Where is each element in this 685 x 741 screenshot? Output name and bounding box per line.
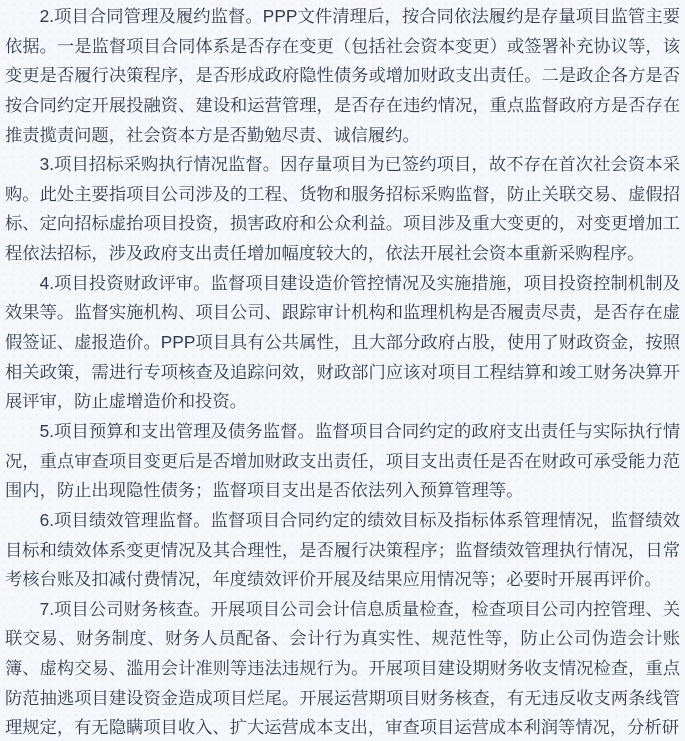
paragraph-investment-review: 4.项目投资财政评审。监督项目建设造价管控情况及实施措施，项目投资控制机制及效果等。监督实施机构、项目公司、跟踪审计机构和监理机构是否履责尽责，是否存在虚假签证、虚报造价。PPP项目具有公共属性，且大部分政府占股，使用了财政资金，按照相关政策，需进行专项核查及追踪问效，财政部门应该对项目工程结算和竣工财务决算开展评审，防止虚增造价和投资。 [5,272,680,412]
paragraph-budget-debt-supervision: 5.项目预算和支出管理及债务监督。监督项目合同约定的政府支出责任与实际执行情况，重点审查项目变更后是否增加财政支出责任，项目支出责任是否在财政可承受能力范围内，防止出现隐性债务；监督项目支出是否依法列入预算管理等。 [5,420,680,501]
paragraph-company-financial-check: 7.项目公司财务核查。开展项目公司会计信息质量检查，检查项目公司内控管理、关联交易、财务制度、财务人员配备、会计行为真实性、规范性等，防止公司伪造会计账簿、虚构交易、滥用会计准则等违法违规行为。开展项目建设期财务收支情况检查，重点防范抽逃项目建设资金造成项目烂尾。开展运营期项目财务核查，有无违反收支两条线管理规定，有无隐瞒项目收入、扩大运营成本支出，审查项目运营成本利润等情况，分析研 [5,598,680,738]
paragraph-contract-management: 2.项目合同管理及履约监督。PPP文件清理后，按合同依法履约是存量项目监管主要依据。一是监督项目合同体系是否存在变更（包括社会资本变更）或签署补充协议等，该变更是否履行决策程序，是否形成政府隐性债务或增加财政支出责任。二是政企各方是否按合同约定开展投融资、建设和运营管理，是否存在违约情况，重点监督政府方是否存在推责揽责问题，社会资本方是否勤勉尽责、诚信履约。 [5,6,680,145]
paragraph-bidding-procurement: 3.项目招标采购执行情况监督。因存量项目为已签约项目，故不存在首次社会资本采购。此处主要指项目公司涉及的工程、货物和服务招标采购监督，防止关联交易、虚假招标、定向招标虚抬项目投资，损害政府和公众利益。项目涉及重大变更的，对变更增加工程依法招标，涉及政府支出责任增加幅度较大的，依法开展社会资本重新采购程序。 [5,154,680,264]
paragraph-performance-management: 6.项目绩效管理监督。监督项目合同约定的绩效目标及指标体系管理情况，监督绩效目标和绩效体系变更情况及其合理性，是否履行决策程序；监督绩效管理执行情况，日常考核台账及扣减付费情况，年度绩效评价开展及结果应用情况等；必要时开展再评价。 [5,509,680,590]
